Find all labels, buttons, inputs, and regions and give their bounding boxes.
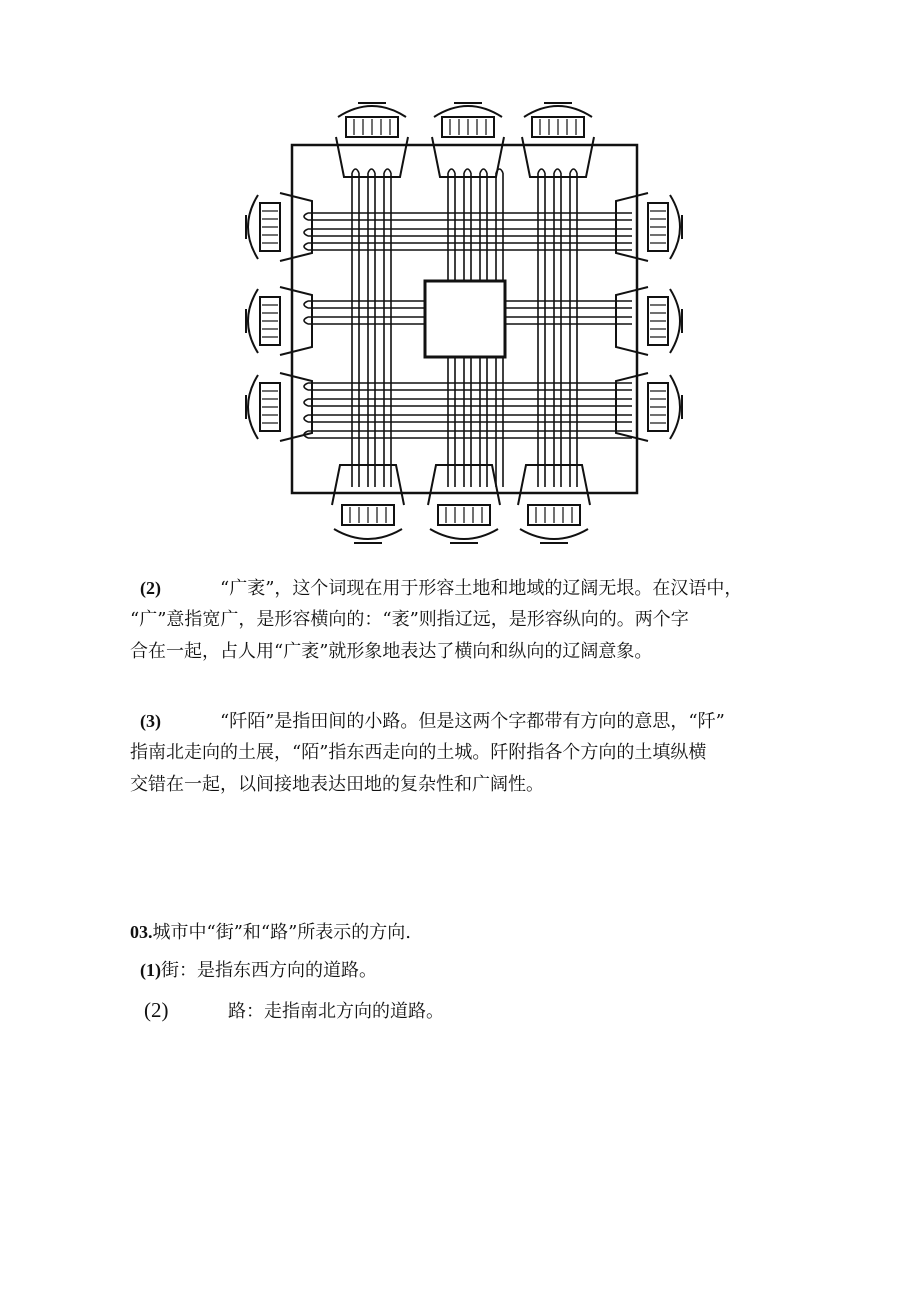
section-03: [130, 916, 810, 1026]
gate-roof: [338, 103, 406, 117]
item-2-line-3: 合在一起，占人用“广袤”就形象地表达了横向和纵向的辽阔意象。: [130, 641, 653, 662]
north-south-road: [384, 169, 391, 487]
gate-roof: [670, 375, 682, 439]
east-west-road: [304, 229, 632, 236]
north-south-road: [570, 169, 577, 487]
gate-base: [280, 193, 312, 261]
gate-roof: [670, 289, 682, 353]
gate-roof: [246, 195, 258, 259]
north-south-road: [538, 169, 545, 487]
gate-roof: [524, 103, 592, 117]
east-west-road: [304, 243, 632, 250]
east-west-road: [304, 415, 632, 422]
gate-base: [616, 287, 648, 355]
gate-roof: [520, 529, 588, 543]
gate-roof: [246, 289, 258, 353]
section-03-heading: [130, 916, 810, 948]
gate-roof: [246, 375, 258, 439]
east-west-road: [304, 383, 632, 390]
gate-base: [280, 287, 312, 355]
item-3-line-1: [130, 705, 810, 737]
section-03-item-1-text: 街：是指东西方向的道路。: [161, 960, 377, 981]
item-2-paragraph: [130, 572, 810, 668]
section-03-title: 城市中“街”和“路”所表示的方向.: [152, 922, 412, 943]
north-south-road: [554, 169, 561, 487]
east-west-road: [304, 213, 632, 220]
section-03-number: 03.: [130, 922, 153, 942]
section-03-item-1: [130, 954, 810, 986]
item-2-text-1: “广袤”，这个词现在用于形容土地和地域的辽阔无垠。在汉语中，: [220, 578, 743, 599]
central-palace: [425, 281, 505, 357]
section-03-item-2-number: (2): [144, 998, 169, 1022]
section-03-item-1-number: (1): [140, 960, 161, 980]
item-2-line-2: “广”意指宽广，是形容横向的：“袤”则指辽远，是形容纵向的。两个字: [130, 609, 689, 630]
gate-base: [336, 137, 408, 177]
item-2-number: (2): [140, 578, 161, 598]
gate-roof: [334, 529, 402, 543]
east-west-road: [304, 399, 632, 406]
gate-roof: [434, 103, 502, 117]
east-west-road: [304, 431, 632, 438]
item-3-paragraph: [130, 705, 810, 801]
north-south-road: [368, 169, 375, 487]
gate-roof: [430, 529, 498, 543]
gate-base: [522, 137, 594, 177]
item-2-line-1: [130, 572, 810, 604]
section-03-item-2: [130, 994, 810, 1026]
gate-roof: [670, 195, 682, 259]
gate-base: [432, 137, 504, 177]
city-plan-illustration: [240, 95, 690, 547]
item-3-line-3: 交错在一起，以间接地表达田地的复杂性和广阔性。: [130, 774, 544, 795]
item-3-line-2: 指南北走向的土展，“陌”指东西走向的土城。阡附指各个方向的土填纵横: [130, 742, 707, 763]
north-south-road: [352, 169, 359, 487]
item-3-text-1: “阡陌”是指田间的小路。但是这两个字都带有方向的意思，“阡”: [220, 711, 725, 732]
item-3-number: (3): [140, 711, 161, 731]
city-plan-drawing: [240, 95, 690, 547]
section-03-item-2-text: 路：走指南北方向的道路。: [228, 1001, 444, 1022]
